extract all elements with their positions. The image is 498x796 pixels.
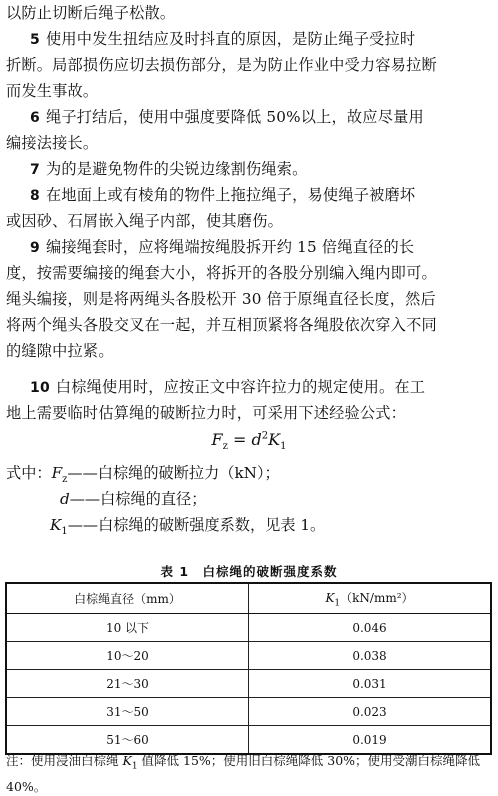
table-row — [6, 726, 491, 755]
paragraph-9-line-4 — [6, 312, 492, 338]
text-line: 使用中发生扭结应及时抖直的原因，是防止绳子受拉时 — [45, 30, 416, 48]
formula-equals: = — [227, 430, 252, 449]
formula-k: K — [268, 430, 281, 449]
note-rest: 值降低 15%；使用旧白棕绳降低 30%；使用受潮白棕绳降低 40%。 — [6, 753, 481, 794]
paragraph-4-end — [6, 0, 492, 26]
note-k-subscript: 1 — [131, 761, 138, 772]
paragraph-5-line-3 — [6, 78, 492, 104]
paragraph-9 — [6, 234, 492, 261]
table-row — [6, 642, 491, 670]
item-number: 8 — [30, 188, 40, 204]
header-k1-subscript: 1 — [334, 598, 341, 609]
item-number: 10 — [30, 380, 50, 396]
where-k-line — [50, 512, 325, 545]
paragraph-10-line-2 — [6, 400, 492, 426]
cell-k1: 0.019 — [249, 726, 492, 755]
cell-diameter: 10 以下 — [6, 614, 249, 642]
text-line: 在地面上或有棱角的物件上拖拉绳子，易使绳子被磨坏 — [45, 186, 416, 204]
text-line: 度，按需要编接的绳套大小，将拆开的各股分别编入绳内即可。 — [6, 264, 437, 282]
table-header-row — [6, 583, 491, 614]
paragraph-7 — [6, 156, 492, 183]
strength-coefficient-table — [5, 582, 492, 755]
note-prefix: 注：使用浸油白棕绳 — [6, 753, 123, 768]
text-line: 编接法接长。 — [6, 134, 99, 152]
table-row — [6, 614, 491, 642]
formula-d: d — [251, 430, 262, 449]
breaking-force-formula — [0, 430, 498, 452]
paragraph-9-line-2 — [6, 260, 492, 286]
where-k-symbol: K — [50, 516, 62, 534]
cell-k1: 0.031 — [249, 670, 492, 698]
table-note — [6, 751, 494, 796]
paragraph-5 — [6, 26, 492, 53]
text-line: 白棕绳使用时，应按正文中容许拉力的规定使用。在工 — [55, 378, 426, 396]
formula-exponent: 2 — [261, 430, 269, 442]
paragraph-5-line-2 — [6, 52, 492, 78]
where-k-subscript: 1 — [61, 526, 68, 538]
cell-diameter: 10～20 — [6, 642, 249, 670]
table-row — [6, 698, 491, 726]
where-d-line — [60, 486, 206, 512]
item-number: 6 — [30, 110, 40, 126]
cell-k1: 0.023 — [249, 698, 492, 726]
text-line: 绳子打结后，使用中强度要降低 50%以上，故应尽量用 — [45, 108, 424, 126]
note-k-symbol: K — [122, 753, 132, 768]
text-line: 而发生事故。 — [6, 82, 99, 100]
where-d-desc: ——白棕绳的直径； — [69, 490, 207, 508]
text-line: 将两个绳头各股交叉在一起，并互相顶紧将各绳股依次穿入不同 — [6, 316, 437, 334]
paragraph-9-line-5 — [6, 338, 492, 364]
paragraph-9-line-3 — [6, 286, 492, 312]
where-f-subscript: z — [62, 474, 68, 486]
text-line: 编接绳套时，应将绳端按绳股拆开约 15 倍绳直径的长 — [45, 238, 415, 256]
cell-k1: 0.046 — [249, 614, 492, 642]
text-line: 以防止切断后绳子松散。 — [6, 4, 176, 22]
paragraph-10 — [6, 374, 492, 401]
text-line: 为的是避免物件的尖锐边缘割伤绳索。 — [45, 160, 308, 178]
header-diameter: 白棕绳直径（mm） — [6, 583, 249, 614]
header-k1 — [249, 583, 492, 614]
text-line: 的缝隙中拉紧。 — [6, 342, 114, 360]
where-f-desc: ——白棕绳的破断拉力（kN）； — [67, 464, 280, 482]
table-row — [6, 670, 491, 698]
text-line: 绳头编接，则是将两绳头各股松开 30 倍于原绳直径长度，然后 — [6, 290, 436, 308]
formula-lhs: F — [211, 430, 223, 449]
table-caption: 表 1 白棕绳的破断强度系数 — [160, 564, 338, 579]
header-k1-unit: （kN/mm²） — [340, 590, 414, 605]
header-k1-symbol: K — [325, 590, 335, 605]
paragraph-6-line-2 — [6, 130, 492, 156]
item-number: 5 — [30, 32, 40, 48]
where-f-symbol: F — [51, 464, 63, 482]
where-intro: 式中： — [6, 464, 52, 482]
paragraph-6 — [6, 104, 492, 131]
cell-k1: 0.038 — [249, 642, 492, 670]
where-k-desc: ——白棕绳的破断强度系数，见表 1。 — [67, 516, 326, 534]
formula-k-subscript: 1 — [280, 441, 287, 453]
text-line: 或因砂、石屑嵌入绳子内部，使其磨伤。 — [6, 212, 283, 230]
cell-diameter: 51～60 — [6, 726, 249, 755]
text-line: 折断。局部损伤应切去损伤部分，是为防止作业中受力容易拉断 — [6, 56, 437, 74]
paragraph-8-line-2 — [6, 208, 492, 234]
formula-lhs-subscript: z — [222, 441, 228, 453]
text-line: 地上需要临时估算绳的破断拉力时，可采用下述经验公式： — [6, 404, 407, 422]
item-number: 7 — [30, 162, 40, 178]
cell-diameter: 31～50 — [6, 698, 249, 726]
where-d-symbol: d — [60, 490, 70, 508]
paragraph-8 — [6, 182, 492, 209]
item-number: 9 — [30, 240, 40, 256]
cell-diameter: 21～30 — [6, 670, 249, 698]
